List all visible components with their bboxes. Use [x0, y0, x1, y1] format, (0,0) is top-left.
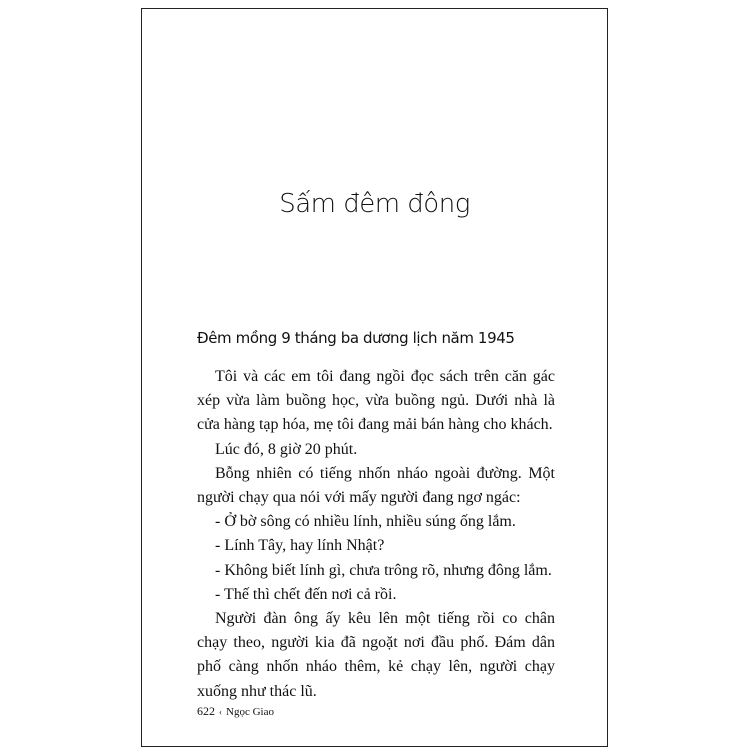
- paragraph: Lúc đó, 8 giờ 20 phút.: [215, 440, 358, 458]
- section-heading: Đêm mồng 9 tháng ba dương lịch năm 1945: [197, 329, 515, 347]
- dialogue-line: - Lính Tây, hay lính Nhật?: [215, 537, 385, 555]
- paragraph: Bỗng nhiên có tiếng nhốn nháo ngoài đường. Một người chạy qua nói với mấy người đang ngơ ngác:: [197, 464, 555, 507]
- book-page: [141, 8, 608, 747]
- footer-separator: ‹: [219, 707, 222, 717]
- body-text: [197, 365, 555, 704]
- paragraph: Người đàn ông ấy kêu lên một tiếng rồi co chân chạy theo, người kia đã ngoặt nơi đầu phố. Đám dân phố càng nhốn nháo thêm, kẻ chạy lên, người chạy xuống như thác lũ.: [197, 610, 555, 700]
- author-name: Ngọc Giao: [226, 706, 274, 718]
- chapter-title: Sấm đêm đông: [279, 189, 470, 219]
- paragraph: Tôi và các em tôi đang ngồi đọc sách trên căn gác xép vừa làm buồng học, vừa buồng ngủ. Dưới nhà là cửa hàng tạp hóa, mẹ tôi đang mải bán hàng cho khách.: [197, 368, 555, 434]
- page-footer: [197, 704, 274, 719]
- dialogue-line: - Không biết lính gì, chưa trông rõ, nhưng đông lắm.: [215, 561, 552, 579]
- dialogue-line: - Ở bờ sông có nhiều lính, nhiều súng ống lắm.: [215, 513, 516, 531]
- page-number: 622: [197, 704, 215, 718]
- dialogue-line: - Thế thì chết đến nơi cả rồi.: [215, 585, 397, 603]
